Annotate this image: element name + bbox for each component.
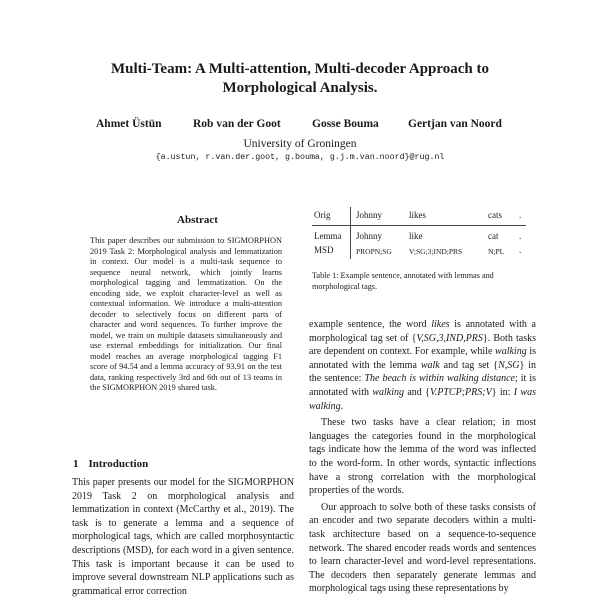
paper-title bbox=[60, 60, 540, 98]
table-cell: V;SG;3;IND;PRS bbox=[409, 247, 463, 256]
section-number: 1 bbox=[73, 458, 79, 470]
table-rule bbox=[312, 225, 526, 226]
abstract-heading: Abstract bbox=[177, 214, 218, 226]
introduction-text: This paper presents our model for the SIGMORPHON 2019 Task 2 on morphological analysis and lemmatization in context (McCarthy et al., 2019). The task is to generate a lemma and a sequence of morphological tags, which are called morphosyntactic descriptions (MSD), for each word in a given sentence. This task is important because it can be used to improve several downstream NLP applications such as grammatical error correction bbox=[72, 477, 294, 597]
table-header-cell: Johnny bbox=[356, 210, 383, 220]
table-header-cell: cats bbox=[488, 210, 502, 220]
table-cell: Lemma bbox=[314, 231, 342, 241]
table-cell: . bbox=[519, 245, 522, 255]
abstract-text: This paper describes our submission to SIGMORPHON 2019 Task 2: Morphological analysis and lemmatization in context. Our model is a multi-task sequence to sequence neural network, which jointly learns morphological tagging and lemmatization. On the encoding side, we exploit character-level as well as contextual information. We introduce a multi-attention decoder to selectively focus on different parts of character and word sequences. To further improve the model, we train on multiple datasets simultaneously and use external embeddings for initialization. Our final model reaches an average morphological tagging F1 score of 94.54 and a lemma accuracy of 93.91 on the test data, ranking respectively 3rd and 6th out of 13 teams in the SIGMORPHON 2019 shared task. bbox=[90, 236, 282, 392]
table-cell: N;PL bbox=[488, 247, 505, 256]
table-header-cell: . bbox=[519, 210, 522, 220]
affiliation: University of Groningen bbox=[243, 138, 357, 150]
table-header-cell: Orig bbox=[314, 210, 331, 220]
author-name: Gertjan van Noord bbox=[408, 118, 502, 130]
section-title: Introduction bbox=[88, 458, 149, 470]
table-cell: . bbox=[519, 231, 522, 241]
author-name: Ahmet Üstün bbox=[96, 118, 162, 130]
table-cell: Johnny bbox=[356, 231, 383, 241]
section-heading-introduction bbox=[73, 458, 148, 470]
table-cell: cat bbox=[488, 231, 499, 241]
table-cell: PROPN;SG bbox=[356, 247, 392, 256]
title-line-2: Morphological Analysis. bbox=[222, 80, 378, 96]
table-column-rule bbox=[350, 207, 351, 259]
author-name: Rob van der Goot bbox=[193, 118, 281, 130]
paragraph: example sentence, the word likes is annotated with a morphological tag set of {V,SG,3,IND,PRS}. Both tasks are dependent on context. For example, while walking is annotated with the lemma walk and tag set {N,SG} in the sentence: The beach is within walking distance; it is annotated with walking and {V.PTCP;PRS;V} in: I was walking. bbox=[309, 319, 537, 412]
title-line-1: Multi-Team: A Multi-attention, Multi-decoder Approach to bbox=[110, 61, 490, 77]
paragraph: These two tasks have a clear relation; in most languages the categories found in the morphological tags indicate how the lemma of the word was inflected to the word-form. In other words, syntactic inflections have a strong correlation with the morphological properties of the words. bbox=[309, 417, 536, 497]
author-name: Gosse Bouma bbox=[312, 118, 379, 130]
right-column-text bbox=[309, 318, 536, 596]
table-header-cell: likes bbox=[409, 210, 426, 220]
example-table bbox=[312, 210, 537, 265]
paragraph: Our approach to solve both of these tasks consists of an encoder and two separate decoders within a multi-task architecture based on a sequence-to-sequence network. The shared encoder reads words and sentences to learn character-level and word-level representations. The decoders then separately generate lemmas and morphological tags using these representations by bbox=[309, 501, 536, 595]
table-caption: Table 1: Example sentence, annotated with lemmas and morphological tags. bbox=[312, 271, 494, 291]
table-cell: MSD bbox=[314, 245, 334, 255]
table-cell: like bbox=[409, 231, 423, 241]
author-emails: {a.ustun, r.van.der.goot, g.bouma, g.j.m.van.noord}@rug.nl bbox=[155, 153, 445, 162]
